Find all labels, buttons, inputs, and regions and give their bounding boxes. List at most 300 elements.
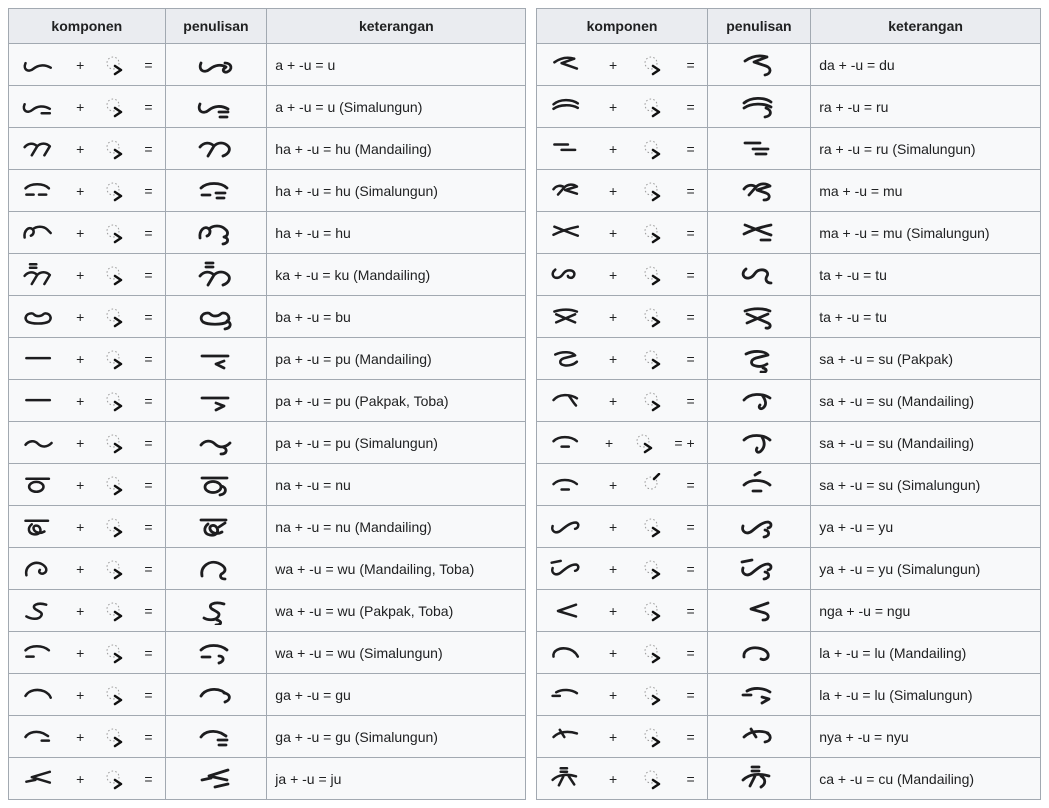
plus-sign: + [76,728,85,745]
plus-sign: + [609,266,618,283]
keterangan-cell [811,464,1041,506]
plus-sign: + [609,686,618,703]
batak-glyph-sa-u-combined [739,429,779,457]
komponen-content [9,590,165,631]
vowel-u-hook-diacritic-icon [103,641,125,665]
equals-sign: = [686,602,695,619]
vowel-u-acute-diacritic-icon [641,473,663,497]
keterangan-text: ga + -u = gu (Simalungun) [275,728,438,745]
komponen-cell [537,716,707,758]
table-row [537,44,1041,86]
batak-glyph-da-u-combined [739,51,779,79]
komponen-content [9,338,165,379]
batak-glyph-nga-base [549,598,585,624]
vowel-u-hook-diacritic-icon [103,179,125,203]
batak-glyph-ba-u-combined [196,303,236,331]
vowel-u-hook-diacritic-icon [103,431,125,455]
keterangan-text: wa + -u = wu (Pakpak, Toba) [275,602,454,619]
plus-sign: + [609,224,618,241]
batak-glyph-ka-base [21,262,57,288]
komponen-cell [9,212,166,254]
plus-sign: + [609,602,618,619]
keterangan-cell [811,212,1041,254]
equals-sign: = [686,182,695,199]
penulisan-cell [165,254,267,296]
keterangan-text: ma + -u = mu [819,182,903,199]
table-row [537,380,1041,422]
table-row [537,296,1041,338]
batak-glyph-a-base [21,52,57,78]
table-row [537,758,1041,800]
table-row [537,590,1041,632]
equals-sign: = [686,518,695,535]
header-row [9,9,526,44]
batak-glyph-wa-base [21,556,57,582]
batak-glyph-ma-u-combined [739,219,779,247]
equals-sign: = [144,98,153,115]
batak-glyph-ma-base [549,178,585,204]
keterangan-text: ya + -u = yu (Simalungun) [819,560,981,577]
keterangan-cell [811,170,1041,212]
equals-sign: = [686,560,695,577]
plus-sign: + [609,728,618,745]
table-row [9,254,526,296]
komponen-content [537,632,706,673]
table-row [9,506,526,548]
equals-sign: = [686,140,695,157]
penulisan-cell [707,86,811,128]
plus-sign: + [609,182,618,199]
komponen-content [537,464,706,505]
penulisan-cell [707,632,811,674]
equals-sign: = [144,518,153,535]
komponen-cell [537,254,707,296]
komponen-content [9,548,165,589]
penulisan-cell [165,464,267,506]
komponen-content [9,170,165,211]
komponen-content [9,128,165,169]
table-row [537,86,1041,128]
batak-glyph-nya-u-combined [739,723,779,751]
equals-sign: = [686,266,695,283]
keterangan-text: la + -u = lu (Mandailing) [819,644,967,661]
komponen-cell [9,716,166,758]
equals-sign: = [144,434,153,451]
penulisan-cell [707,296,811,338]
batak-glyph-sa-base [549,430,585,456]
table-row [537,674,1041,716]
plus-sign: + [604,434,614,451]
vowel-u-hook-diacritic-icon [641,179,663,203]
equals-sign: = [144,308,153,325]
keterangan-text: na + -u = nu [275,476,351,493]
keterangan-text: da + -u = du [819,56,895,73]
equals-sign: = [144,686,153,703]
keterangan-cell [267,128,526,170]
batak-glyph-na-u-combined [196,513,236,541]
vowel-u-hook-diacritic-icon [103,53,125,77]
table-row [537,548,1041,590]
komponen-cell [537,422,707,464]
komponen-cell [537,380,707,422]
keterangan-cell [811,632,1041,674]
batak-glyph-ya-base [549,556,585,582]
batak-glyph-pa-base [21,346,57,372]
batak-glyph-na-u-combined [196,471,236,499]
komponen-content [537,296,706,337]
equals-sign: = [144,770,153,787]
keterangan-cell [811,590,1041,632]
keterangan-text: ba + -u = bu [275,308,351,325]
penulisan-cell [707,758,811,800]
batak-glyph-sa-u-combined [739,387,779,415]
batak-glyph-ca-base [549,766,585,792]
vowel-u-hook-diacritic-icon [103,725,125,749]
batak-glyph-la-base [549,640,585,666]
vowel-u-hook-diacritic-icon [641,557,663,581]
batak-glyph-sa-base [549,388,585,414]
batak-glyph-ha-u-combined [196,135,236,163]
penulisan-cell [707,254,811,296]
komponen-cell [9,254,166,296]
komponen-content [537,86,706,127]
batak-glyph-la-base [549,682,585,708]
vowel-u-hook-diacritic-icon [641,263,663,287]
keterangan-text: wa + -u = wu (Simalungun) [275,644,443,661]
keterangan-text: ha + -u = hu (Mandailing) [275,140,432,157]
batak-glyph-la-u-combined [739,639,779,667]
penulisan-cell [707,464,811,506]
plus-sign: + [609,350,618,367]
batak-glyph-da-base [549,52,585,78]
penulisan-cell [165,674,267,716]
penulisan-cell [165,758,267,800]
komponen-cell [537,464,707,506]
plus-sign: + [76,644,85,661]
penulisan-cell [707,716,811,758]
komponen-cell [9,128,166,170]
komponen-cell [537,590,707,632]
batak-glyph-ma-u-combined [739,177,779,205]
batak-glyph-ra-u-combined [739,135,779,163]
batak-glyph-ya-u-combined [739,555,779,583]
keterangan-cell [267,212,526,254]
keterangan-cell [267,464,526,506]
penulisan-cell [707,506,811,548]
vowel-u-hook-diacritic-icon [103,767,125,791]
penulisan-cell [707,422,811,464]
batak-u-table-left [8,8,526,800]
batak-glyph-ja-u-combined [196,765,236,793]
batak-glyph-nga-u-combined [739,597,779,625]
batak-glyph-ga-u-combined [196,681,236,709]
plus-sign: + [76,602,85,619]
batak-glyph-ga-base [21,682,57,708]
table-row [9,590,526,632]
table-row [9,296,526,338]
plus-sign: + [76,266,85,283]
table-row [9,380,526,422]
komponen-content [9,464,165,505]
batak-glyph-ka-u-combined [196,261,236,289]
komponen-content [537,716,706,757]
column-header-penulisan: penulisan [165,9,267,44]
column-header-penulisan: penulisan [707,9,811,44]
batak-u-table-right [536,8,1041,800]
vowel-u-hook-diacritic-icon [641,347,663,371]
plus-sign: + [76,770,85,787]
plus-sign: + [609,476,618,493]
keterangan-cell [811,128,1041,170]
komponen-cell [537,296,707,338]
keterangan-cell [267,170,526,212]
equals-sign: = [144,224,153,241]
keterangan-cell [811,758,1041,800]
keterangan-text: ka + -u = ku (Mandailing) [275,266,431,283]
equals-sign: = [144,182,153,199]
batak-glyph-pa-u-combined [196,345,236,373]
komponen-cell [9,758,166,800]
plus-sign: + [609,392,618,409]
komponen-content [537,380,706,421]
plus-sign: + [76,308,85,325]
penulisan-cell [707,548,811,590]
komponen-content [9,422,165,463]
table-row [9,44,526,86]
equals-sign: = [144,644,153,661]
batak-glyph-sa-u-combined [739,471,779,499]
komponen-cell [537,170,707,212]
table-row [537,422,1041,464]
keterangan-text: pa + -u = pu (Mandailing) [275,350,432,367]
keterangan-text: a + -u = u (Simalungun) [275,98,423,115]
keterangan-text: ja + -u = ju [275,770,342,787]
plus-sign: + [76,56,85,73]
penulisan-cell [165,632,267,674]
komponen-content [537,44,706,85]
vowel-u-hook-diacritic-icon [641,221,663,245]
equals-sign: = [686,98,695,115]
keterangan-text: nya + -u = nyu [819,728,909,745]
komponen-cell [9,170,166,212]
batak-glyph-ya-u-combined [739,513,779,541]
komponen-content [9,506,165,547]
komponen-cell [9,590,166,632]
vowel-u-hook-diacritic-icon [103,305,125,329]
keterangan-text: ya + -u = yu [819,518,894,535]
vowel-u-hook-diacritic-icon [641,767,663,791]
batak-glyph-wa-u-combined [196,639,236,667]
batak-glyph-wa-u-combined [196,555,236,583]
batak-glyph-sa-base [549,472,585,498]
vowel-u-hook-diacritic-icon [641,515,663,539]
table-row [537,632,1041,674]
komponen-content [537,128,706,169]
komponen-cell [537,548,707,590]
table-row [537,338,1041,380]
keterangan-text: sa + -u = su (Mandailing) [819,392,975,409]
plus-sign: + [76,140,85,157]
batak-glyph-ya-base [549,514,585,540]
equals-sign: = [144,476,153,493]
batak-glyph-pa-u-combined [196,387,236,415]
table-row [9,716,526,758]
equals-sign: = [144,140,153,157]
equals-sign: = [686,350,695,367]
komponen-content [9,632,165,673]
vowel-u-hook-diacritic-icon [633,431,655,455]
vowel-u-hook-diacritic-icon [103,95,125,119]
batak-glyph-pa-base [21,388,57,414]
keterangan-cell [267,44,526,86]
equals-sign: = [686,686,695,703]
batak-glyph-ha-base [21,136,57,162]
vowel-u-hook-diacritic-icon [641,389,663,413]
batak-glyph-wa-base [21,598,57,624]
komponen-cell [537,632,707,674]
table-row [9,86,526,128]
vowel-u-hook-diacritic-icon [103,347,125,371]
komponen-cell [9,44,166,86]
equals-sign: = [144,350,153,367]
keterangan-cell [267,296,526,338]
keterangan-cell [267,422,526,464]
komponen-content [537,254,706,295]
table-row [537,128,1041,170]
komponen-content [537,422,706,463]
komponen-cell [9,86,166,128]
komponen-content [537,590,706,631]
keterangan-text: ha + -u = hu [275,224,351,241]
equals-sign: = [144,392,153,409]
batak-glyph-ha-base [21,178,57,204]
table-row [9,464,526,506]
batak-glyph-ma-base [549,220,585,246]
table-row [9,632,526,674]
keterangan-cell [267,254,526,296]
keterangan-text: pa + -u = pu (Simalungun) [275,434,438,451]
keterangan-text: ta + -u = tu [819,308,887,325]
batak-glyph-ra-base [549,136,585,162]
komponen-content [9,758,165,799]
batak-glyph-a-u-combined [196,93,236,121]
table-row [537,464,1041,506]
penulisan-cell [165,170,267,212]
penulisan-cell [707,128,811,170]
batak-glyph-la-u-combined [739,681,779,709]
keterangan-cell [267,716,526,758]
batak-glyph-nya-base [549,724,585,750]
keterangan-cell [267,86,526,128]
batak-glyph-ha-base [21,220,57,246]
batak-glyph-ta-base [549,262,585,288]
equals-sign: = [144,602,153,619]
penulisan-cell [165,44,267,86]
equals-sign: = [686,56,695,73]
komponen-content [537,506,706,547]
komponen-content [9,86,165,127]
keterangan-cell [811,506,1041,548]
komponen-cell [537,506,707,548]
keterangan-text: ha + -u = hu (Simalungun) [275,182,438,199]
column-header-keterangan: keterangan [267,9,526,44]
penulisan-cell [165,422,267,464]
header-row [537,9,1041,44]
plus-sign: + [609,518,618,535]
komponen-content [9,716,165,757]
vowel-u-hook-diacritic-icon [103,599,125,623]
komponen-cell [537,758,707,800]
vowel-u-hook-diacritic-icon [641,305,663,329]
plus-sign: + [76,476,85,493]
penulisan-cell [707,380,811,422]
table-row [537,254,1041,296]
equals-sign: = [144,56,153,73]
komponen-cell [9,464,166,506]
komponen-cell [537,212,707,254]
penulisan-cell [707,212,811,254]
keterangan-cell [267,380,526,422]
equals-sign: = [686,476,695,493]
column-header-komponen: komponen [537,9,707,44]
komponen-cell [537,674,707,716]
keterangan-cell [811,380,1041,422]
penulisan-cell [165,212,267,254]
vowel-u-hook-diacritic-icon [641,95,663,119]
batak-glyph-ha-u-combined [196,177,236,205]
keterangan-cell [811,338,1041,380]
komponen-cell [9,674,166,716]
table-row [9,758,526,800]
keterangan-cell [267,506,526,548]
komponen-content [537,548,706,589]
plus-sign: + [76,686,85,703]
vowel-u-hook-diacritic-icon [103,683,125,707]
batak-glyph-sa-u-combined [739,345,779,373]
keterangan-text: nga + -u = ngu [819,602,911,619]
batak-glyph-wa-u-combined [196,597,236,625]
plus-sign: + [76,224,85,241]
batak-glyph-ca-u-combined [739,765,779,793]
penulisan-cell [165,86,267,128]
plus-sign: + [76,434,85,451]
batak-glyph-sa-base [549,346,585,372]
equals-sign: = [144,560,153,577]
batak-glyph-wa-base [21,640,57,666]
komponen-content [537,758,706,799]
komponen-content [9,212,165,253]
table-row [9,548,526,590]
keterangan-text: la + -u = lu (Simalungun) [819,686,973,703]
keterangan-text: sa + -u = su (Pakpak) [819,350,954,367]
batak-glyph-ra-base [549,94,585,120]
batak-glyph-ga-u-combined [196,723,236,751]
batak-glyph-ta-u-combined [739,303,779,331]
komponen-content [537,170,706,211]
penulisan-cell [707,674,811,716]
table-row [537,716,1041,758]
vowel-u-hook-diacritic-icon [641,683,663,707]
keterangan-cell [267,338,526,380]
komponen-content [9,380,165,421]
komponen-content [537,674,706,715]
plus-sign: + [609,644,618,661]
table-row [537,212,1041,254]
vowel-u-hook-diacritic-icon [103,515,125,539]
komponen-cell [537,86,707,128]
komponen-cell [537,338,707,380]
equals-sign: = [686,728,695,745]
